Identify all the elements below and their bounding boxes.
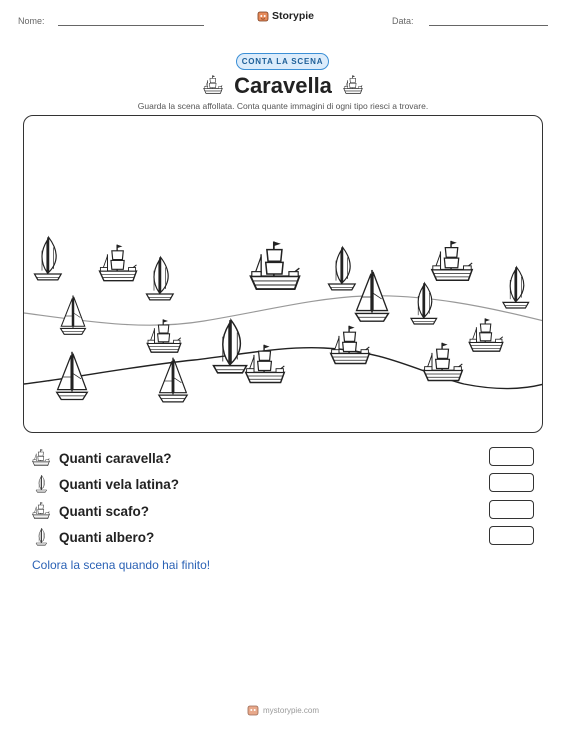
coloring-instruction: Colora la scena quando hai finito! [32,558,211,572]
sailboat [61,295,86,334]
caravel-icon [31,448,51,468]
storypie-logo-icon [257,10,269,22]
answer-box[interactable] [489,473,534,492]
wave-line [24,348,543,389]
caravel-ship [251,241,300,289]
name-field[interactable] [58,25,204,26]
caravel-ship [331,326,370,364]
scene-illustration [24,116,543,433]
question-row [31,473,179,495]
lateen-sail-icon [31,474,51,494]
mast-icon [31,527,51,547]
question-text: Quanti albero? [59,529,155,545]
lateen-sail-boat [411,283,437,324]
lateen-sail-boat [147,257,174,300]
caravel-ship [100,245,137,281]
question-row [31,447,172,469]
question-row [31,526,154,548]
date-label: Data: [392,16,414,26]
answer-box[interactable] [489,526,534,545]
caravel-icon [342,73,364,97]
footer-url[interactable]: mystorypie.com [262,705,319,715]
storypie-logo-icon [247,704,259,716]
lateen-sail-boat [35,237,62,280]
question-row [31,500,149,522]
date-field[interactable] [429,25,548,26]
caravel-ship [432,241,472,280]
answer-box[interactable] [489,500,534,519]
page-subtitle: Guarda la scena affollata. Conta quante immagini di ogni tipo riesci a trovare. [137,101,429,111]
caravel-ship [469,318,503,351]
lateen-sail-boat [503,267,529,308]
hull-icon [31,501,51,521]
caravel-ship [424,343,463,381]
question-text: Quanti caravella? [59,450,172,466]
counting-scene [23,115,543,433]
activity-badge: CONTA LA SCENA [236,53,329,70]
question-text: Quanti scafo? [59,503,150,519]
brand-name: Storypie [272,10,315,22]
brand-logo [257,10,314,22]
footer [0,704,566,716]
wave-line [24,296,543,325]
answer-box[interactable] [489,447,534,466]
lateen-sail-boat [214,320,247,373]
lateen-sail-boat [329,247,356,290]
page-title: Caravella [234,73,332,98]
name-label: Nome: [18,16,45,26]
question-text: Quanti vela latina? [59,476,180,492]
